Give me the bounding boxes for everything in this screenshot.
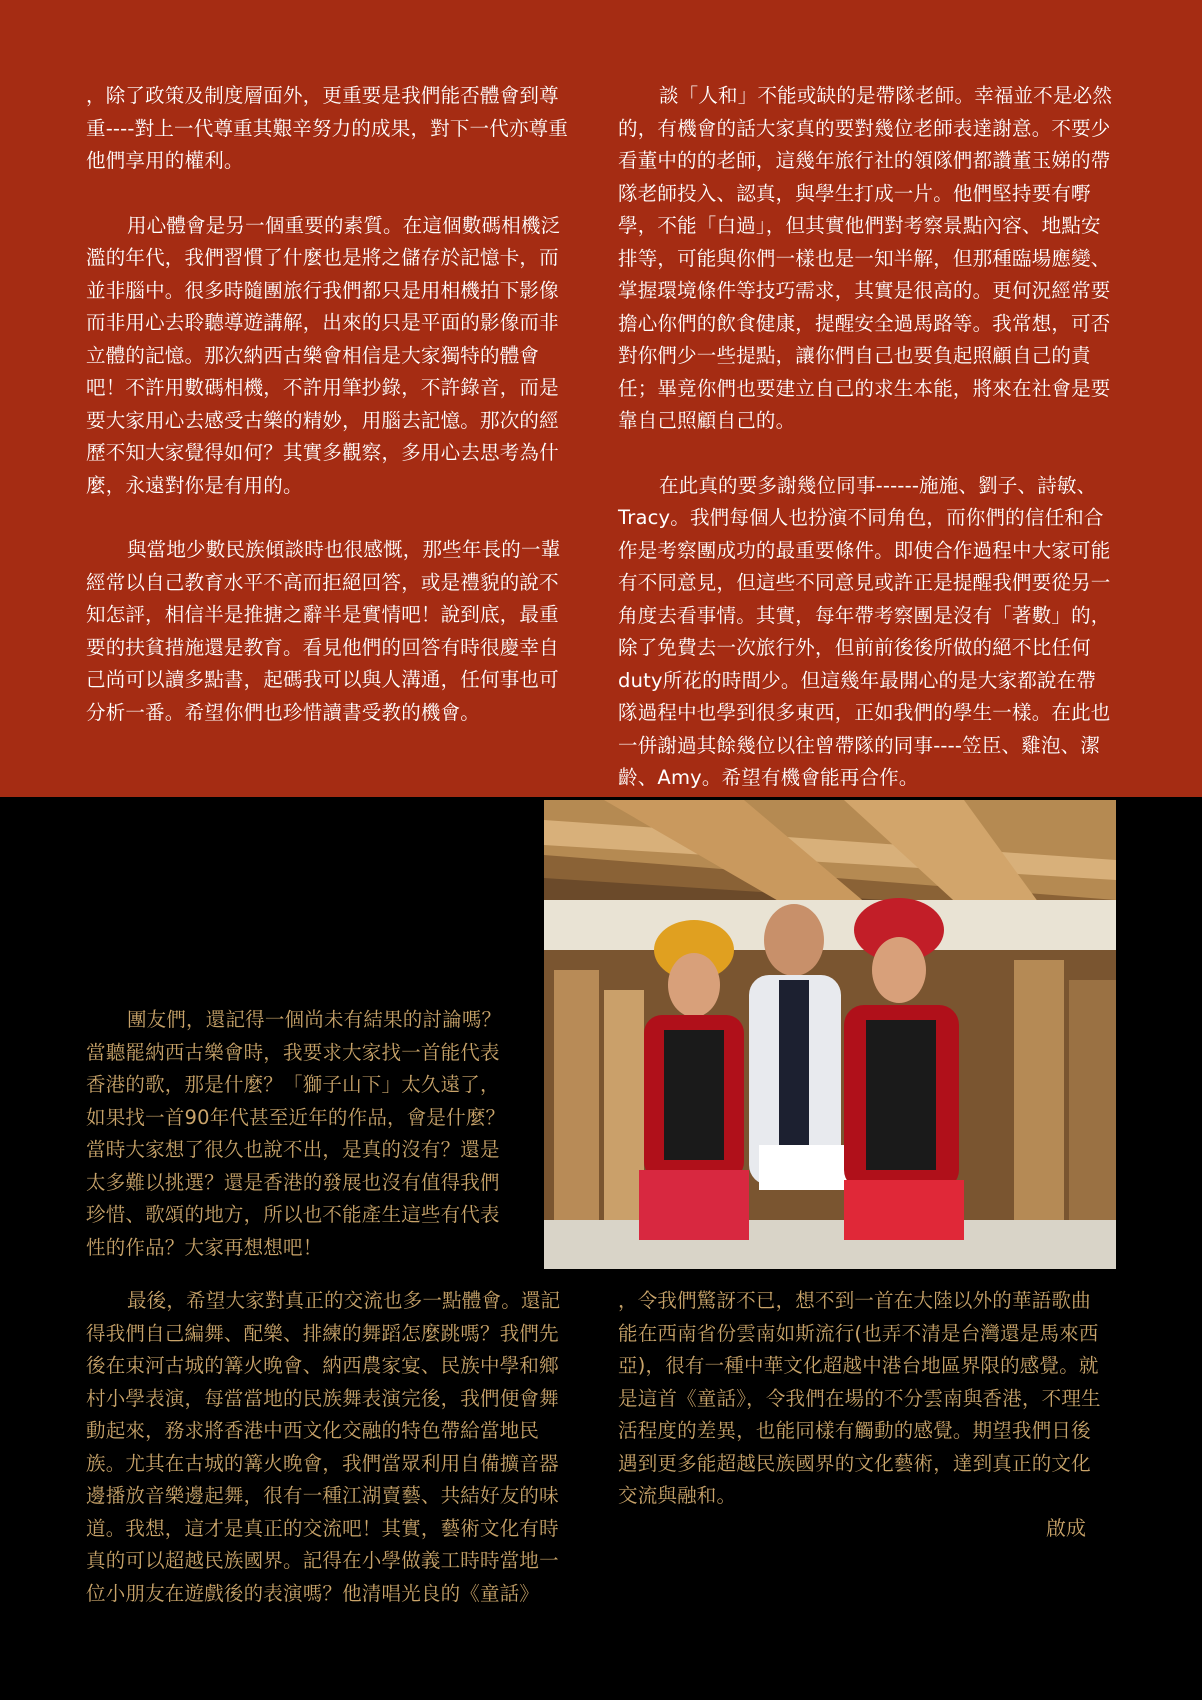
group-photo [544, 800, 1116, 1269]
paragraph: ，除了政策及制度層面外，更重要是我們能否體會到尊重----對上一代尊重其艱辛努力的成果，對下一代亦尊重他們享用的權利。 [86, 84, 569, 172]
paragraph: 談「人和」不能或缺的是帶隊老師。幸福並不是必然的，有機會的話大家真的要對幾位老師表達謝意。不要少看董中的的老師，這幾年旅行社的領隊們都讚董玉娣的帶隊老師投入、認真，與學生打成一片。他們堅持要有嘢學，不能「白過」，但其實他們對考察景點內容、地點安排等，可能與你們一樣也是一知半解，但那種臨場應變、掌握環境條件等技巧需求，其實是很高的。更何況經常要擔心你們的飲食健康，提醒安全過馬路等。我常想，可否對你們少一些提點，讓你們自己也要負起照顧自己的責任；畢竟你們也要建立自己的求生本能，將來在社會是要靠自己照顧自己的。 [618, 84, 1113, 432]
paragraph: 最後，希望大家對真正的交流也多一點體會。還記得我們自己編舞、配樂、排練的舞蹈怎麼跳嗎？我們先後在束河古城的篝火晚會、納西農家宴、民族中學和鄉村小學表演，每當當地的民族舞表演完後，我們便會舞動起來，務求將香港中西文化交融的特色帶給當地民族。尤其在古城的篝火晚會，我們當眾利用自備擴音器邊播放音樂邊起舞，很有一種江湖賣藝、共結好友的味道。我想，這才是真正的交流吧！其實，藝術文化有時真的可以超越民族國界。記得在小學做義工時時當地一位小朋友在遊戲後的表演嗎？他清唱光良的《童話》 [86, 1289, 561, 1605]
bottom-left-column-lower [86, 1285, 576, 1610]
paragraph: 在此真的要多謝幾位同事------施施、劉子、詩敏、Tracy。我們每個人也扮演不同角色，而你們的信任和合作是考察團成功的最重要條件。即使合作過程中大家可能有不同意見，但這些不同意見或許正是提醒我們要從另一角度去看事情。其實，每年帶考察團是沒有「著數」的，除了免費去一次旅行外，但前前後後所做的絕不比任何duty所花的時間少。但這幾年最開心的是大家都說在帶隊過程中也學到很多東西，正如我們的學生一樣。在此也一併謝過其餘幾位以往曾帶隊的同事----笠臣、雞泡、潔齡、Amy。希望有機會能再合作。 [618, 473, 1111, 789]
photo-illustration [544, 800, 1116, 1269]
signature: 啟成 [1046, 1516, 1086, 1540]
paragraph: 與當地少數民族傾談時也很感慨，那些年長的一輩經常以自己教育水平不高而拒絕回答，或是禮貌的說不知怎評，相信半是推搪之辭半是實情吧！說到底，最重要的扶貧措施還是教育。看見他們的回答有時很慶幸自己尚可以讀多點書，起碼我可以與人溝通，任何事也可分析一番。希望你們也珍惜讀書受教的機會。 [86, 538, 561, 724]
bottom-right-column [618, 1285, 1108, 1513]
bottom-left-column-upper [86, 1004, 516, 1264]
paragraph: ，令我們驚訝不已，想不到一首在大陸以外的華語歌曲能在西南省份雲南如斯流行(也弄不清是台灣還是馬來西亞)，很有一種中華文化超越中港台地區界限的感覺。就是這首《童話》，令我們在場的不分雲南與香港，不理生活程度的差異，也能同樣有觸動的感覺。期望我們日後遇到更多能超越民族國界的文化藝術，達到真正的文化交流與融和。 [618, 1289, 1101, 1507]
top-left-column [86, 80, 576, 729]
paragraph: 用心體會是另一個重要的素質。在這個數碼相機泛濫的年代，我們習慣了什麼也是將之儲存於記憶卡，而並非腦中。很多時隨團旅行我們都只是用相機拍下影像而非用心去聆聽導遊講解，出來的只是平面的影像而非立體的記憶。那次納西古樂會相信是大家獨特的體會吧！不許用數碼相機，不許用筆抄錄，不許錄音，而是要大家用心去感受古樂的精妙，用腦去記憶。那次的經歷不知大家覺得如何？其實多觀察，多用心去思考為什麼，永遠對你是有用的。 [86, 213, 561, 497]
paragraph: 團友們，還記得一個尚未有結果的討論嗎？當聽罷納西古樂會時，我要求大家找一首能代表香港的歌，那是什麼？「獅子山下」太久遠了，如果找一首90年代甚至近年的作品，會是什麼？當時大家想了很久也說不出，是真的沒有？還是太多難以挑選？還是香港的發展也沒有值得我們珍惜、歌頌的地方，所以也不能產生這些有代表性的作品？大家再想想吧！ [86, 1008, 506, 1259]
top-right-column [618, 80, 1114, 795]
